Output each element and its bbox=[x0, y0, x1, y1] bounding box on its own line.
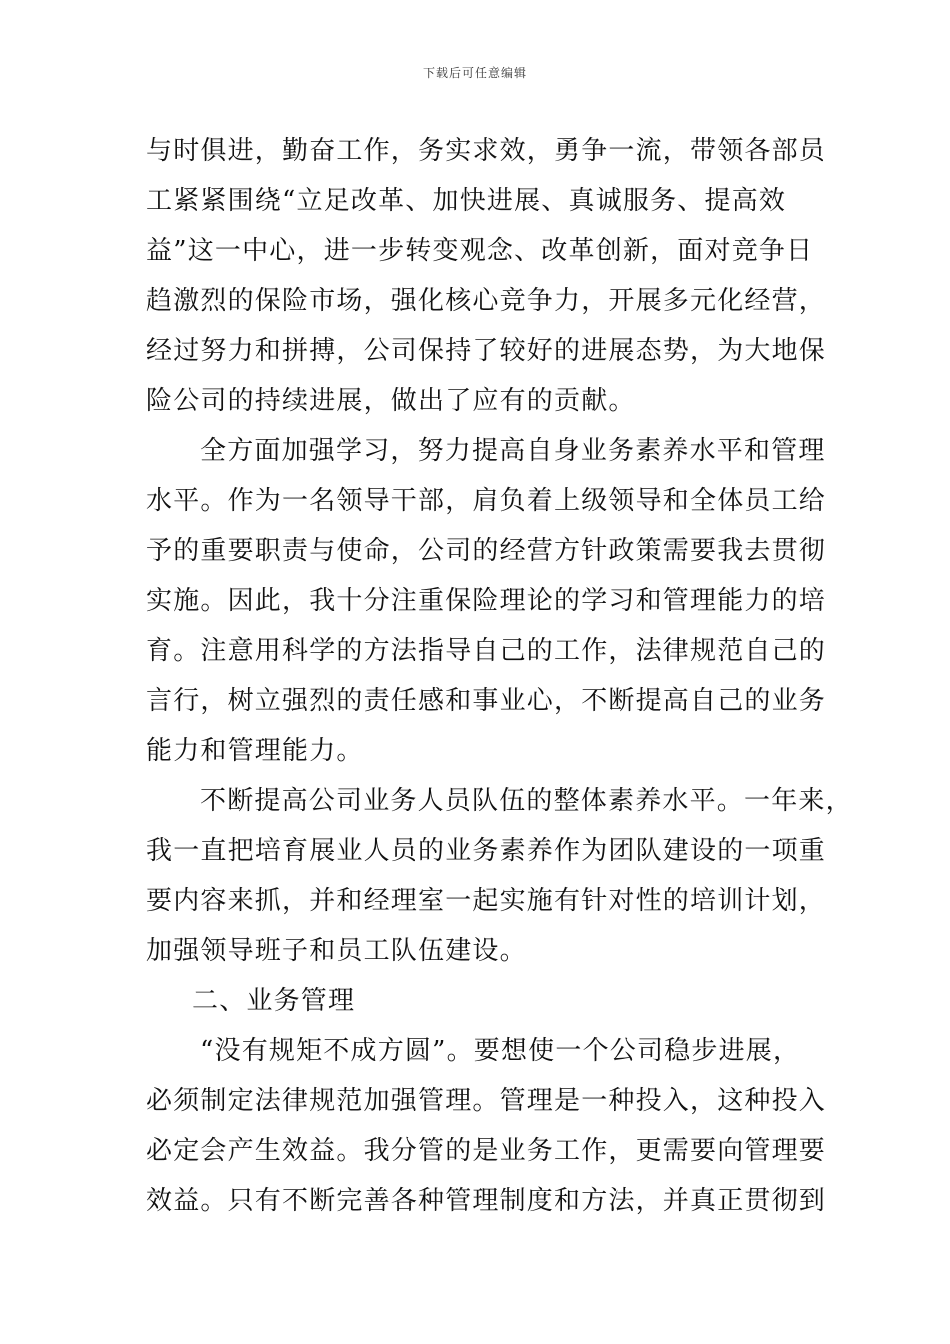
paragraph-start-line: 全方面加强学习，努力提高自身业务素养水平和管理 bbox=[200, 436, 826, 466]
text-line: 与时俱进，勤奋工作，务实求效，勇争一流，带领各部员 bbox=[146, 136, 827, 166]
text-line: 险公司的持续进展，做出了应有的贡献。 bbox=[146, 386, 636, 416]
text-line: 育。注意用科学的方法指导自己的工作，法律规范自己的 bbox=[146, 636, 827, 666]
text-line: 必定会产生效益。我分管的是业务工作，更需要向管理要 bbox=[146, 1136, 827, 1166]
text-line: 必须制定法律规范加强管理。管理是一种投入，这种投入 bbox=[146, 1086, 827, 1116]
text-line: 能力和管理能力。 bbox=[146, 736, 364, 766]
text-line: 言行，树立强烈的责任感和事业心，不断提高自己的业务 bbox=[146, 686, 827, 716]
text-line: 效益。只有不断完善各种管理制度和方法，并真正贯彻到 bbox=[146, 1186, 827, 1216]
text-line: 予的重要职责与使命，公司的经营方针政策需要我去贯彻 bbox=[146, 536, 827, 566]
text-line: 实施。因此，我十分注重保险理论的学习和管理能力的培 bbox=[146, 586, 827, 616]
text-line: 趋激烈的保险市场，强化核心竞争力，开展多元化经营， bbox=[146, 286, 827, 316]
text-line: 益”这一中心，进一步转变观念、改革创新，面对竞争日 bbox=[146, 236, 814, 266]
section-heading: 二、业务管理 bbox=[192, 986, 356, 1016]
text-line: 要内容来抓，并和经理室一起实施有针对性的培训计划， bbox=[146, 886, 827, 916]
paragraph-start-line: “没有规矩不成方圆”。要想使一个公司稳步进展， bbox=[200, 1036, 801, 1066]
text-line: 我一直把培育展业人员的业务素养作为团队建设的一项重 bbox=[146, 836, 827, 866]
text-line: 加强领导班子和员工队伍建设。 bbox=[146, 936, 527, 966]
document-body bbox=[146, 126, 853, 1226]
paragraph-start-line: 不断提高公司业务人员队伍的整体素养水平。一年来， bbox=[200, 786, 853, 816]
text-line: 经过努力和拼搏，公司保持了较好的进展态势，为大地保 bbox=[146, 336, 827, 366]
page-header: 下载后可任意编辑 bbox=[422, 66, 527, 80]
text-line: 工紧紧围绕“立足改革、加快进展、真诚服务、提高效 bbox=[146, 186, 787, 216]
text-line: 水平。作为一名领导干部，肩负着上级领导和全体员工给 bbox=[146, 486, 827, 516]
